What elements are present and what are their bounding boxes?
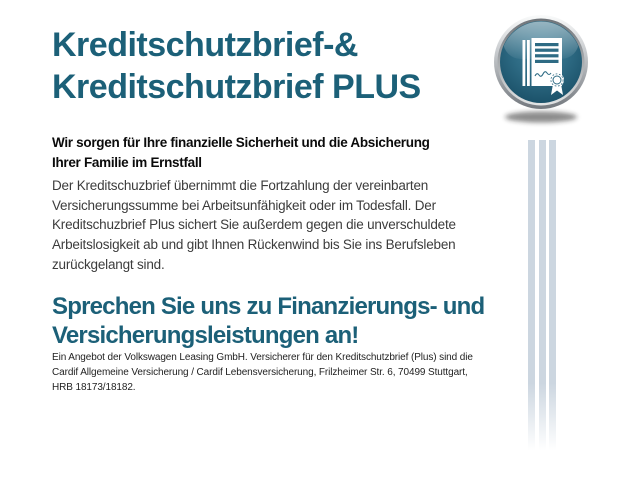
page-title [52, 24, 421, 108]
cta-heading [52, 292, 484, 350]
body-line-2: Versicherungssumme bei Arbeitsunfähigkeit oder im Todesfall. Der [52, 197, 436, 213]
legal-line-1: Ein Angebot der Volkswagen Leasing GmbH. Versicherer für den Kreditschutzbrief (Plus) sind die [52, 352, 473, 363]
decorative-stripe-1 [528, 140, 535, 460]
subheadline [52, 133, 430, 172]
body-line-5: zurückgelangt sind. [52, 256, 165, 272]
certificate-badge-button[interactable] [489, 12, 593, 128]
body-line-4: Arbeitslosigkeit ab und gibt Ihnen Rückenwind bis Sie ins Berufsleben [52, 237, 456, 253]
page-title-line-1: Kreditschutzbrief-& [52, 26, 358, 64]
body-line-1: Der Kreditschuzbrief übernimmt die Fortzahlung der vereinbarten [52, 178, 429, 193]
decorative-stripes [528, 140, 556, 460]
certificate-seal-icon [489, 12, 593, 128]
cta-line-1: Sprechen Sie uns zu Finanzierungs- und [52, 293, 485, 320]
decorative-stripe-3 [549, 140, 556, 460]
page-title-line-2: Kreditschutzbrief PLUS [52, 68, 421, 106]
body-paragraph [52, 176, 456, 275]
decorative-stripe-2 [539, 140, 546, 460]
body-line-3: Kreditschuzbrief Plus sichert Sie außerdem gegen die unverschuldete [52, 217, 456, 233]
legal-text [52, 351, 473, 395]
subheadline-line-1: Wir sorgen für Ihre finanzielle Sicherheit und die Absicherung [52, 135, 430, 150]
subheadline-line-2: Ihrer Familie im Ernstfall [52, 154, 202, 170]
legal-line-3: HRB 18173/18182. [52, 381, 136, 393]
legal-line-2: Cardif Allgemeine Versicherung / Cardif Lebensversicherung, Frilzheimer Str. 6, 70499 Stuttgart, [52, 366, 468, 378]
cta-line-2: Versicherungsleistungen an! [52, 322, 359, 349]
